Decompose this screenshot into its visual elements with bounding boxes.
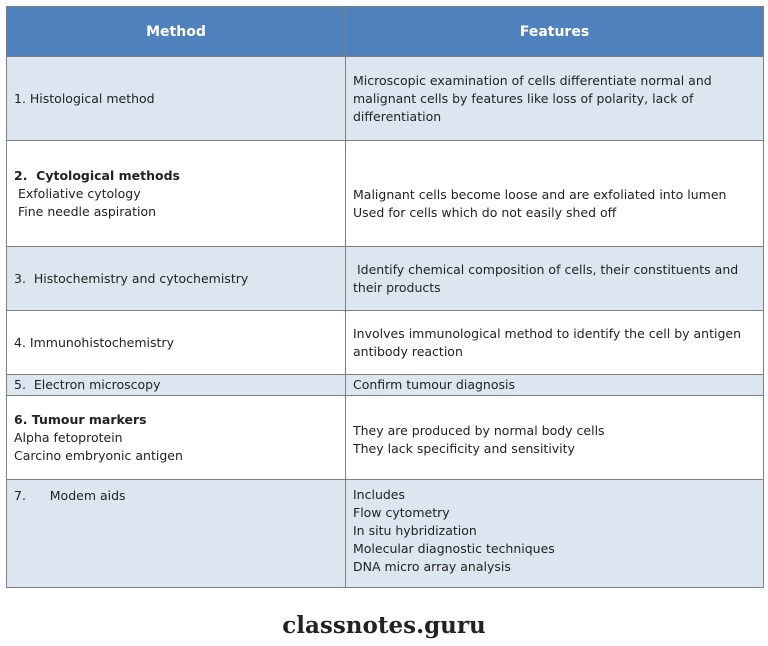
methods-table (6, 6, 764, 588)
method-title: 6. Tumour markers (14, 411, 147, 427)
method-cell (7, 141, 346, 247)
feature-line: Microscopic examination of cells differentiate normal and (353, 72, 712, 88)
features-cell (346, 480, 764, 588)
method-text: Carcino embryonic antigen (14, 447, 183, 463)
features-cell (346, 57, 764, 141)
features-cell (346, 311, 764, 375)
watermark: classnotes.guru (282, 612, 486, 639)
feature-line: malignant cells by features like loss of polarity, lack of (353, 90, 694, 106)
method-text: Exfoliative cytology (14, 185, 141, 201)
table-row (7, 141, 764, 247)
table-row (7, 247, 764, 311)
header-features: Features (346, 7, 764, 57)
method-title: 2. Cytological methods (14, 167, 180, 183)
method-text: Alpha fetoprotein (14, 429, 123, 445)
features-cell (346, 247, 764, 311)
method-cell (7, 57, 346, 141)
method-text: 7. Modem aids (14, 488, 126, 503)
features-cell (346, 141, 764, 247)
method-cell (7, 480, 346, 588)
table-row (7, 480, 764, 588)
table-row (7, 311, 764, 375)
feature-line: DNA micro array analysis (353, 559, 511, 574)
feature-line: They are produced by normal body cells (353, 423, 605, 438)
table-row (7, 375, 764, 396)
feature-line: Involves immunological method to identify the cell by antigen (353, 325, 742, 341)
method-text: Fine needle aspiration (14, 203, 157, 219)
feature-line: In situ hybridization (353, 523, 477, 538)
feature-line: their products (353, 279, 441, 295)
table-row (7, 396, 764, 480)
feature-line: They lack specificity and sensitivity (353, 441, 575, 456)
method-text: 1. Histological method (14, 90, 155, 106)
feature-line: Malignant cells become loose and are exfoliated into lumen (353, 186, 727, 202)
method-text: 5. Electron microscopy (14, 377, 161, 392)
feature-line: Used for cells which do not easily shed off (353, 204, 617, 220)
method-text: 4. Immunohistochemistry (14, 334, 174, 350)
feature-line: Confirm tumour diagnosis (353, 377, 515, 392)
feature-line: antibody reaction (353, 343, 463, 359)
header-method: Method (7, 7, 346, 57)
method-cell (7, 311, 346, 375)
method-cell (7, 375, 346, 396)
feature-line: Flow cytometry (353, 505, 450, 520)
method-cell (7, 247, 346, 311)
header-row (7, 7, 764, 57)
feature-line: differentiation (353, 108, 442, 124)
feature-line: Includes (353, 487, 406, 502)
features-cell (346, 375, 764, 396)
feature-line: Molecular diagnostic techniques (353, 541, 555, 556)
method-text: 3. Histochemistry and cytochemistry (14, 270, 249, 286)
table-row (7, 57, 764, 141)
features-cell (346, 396, 764, 480)
method-cell (7, 396, 346, 480)
feature-line: Identify chemical composition of cells, their constituents and (353, 261, 739, 277)
